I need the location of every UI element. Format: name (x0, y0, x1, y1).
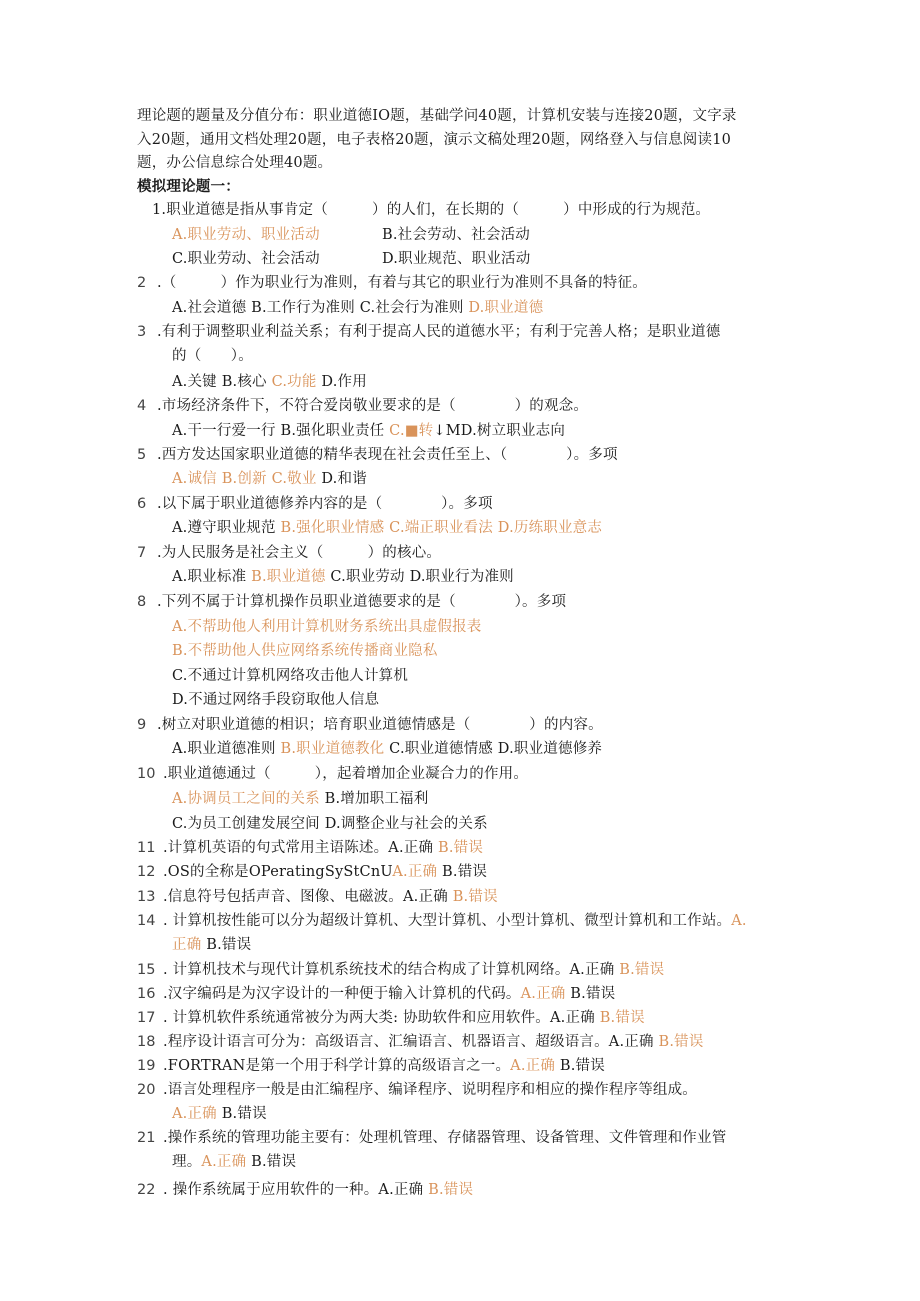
question-7-number: 7 (137, 545, 147, 561)
question-9-options-a: A.职业道德准则 (172, 741, 281, 757)
question-18-answer: B.错误 (658, 1034, 704, 1050)
question-12-body: .OS的全称是OPeratingSyStCnU (163, 864, 393, 880)
question-22-text (163, 1180, 473, 1200)
question-20-answer: A.正确 (172, 1106, 217, 1122)
question-18-body: .程序设计语言可分为：高级语言、汇编语言、机器语言、超级语言。A.正确 (163, 1034, 659, 1050)
question-15-number: 15 (137, 962, 156, 978)
question-21-text-cont (172, 1152, 296, 1172)
question-22-body: . 操作系统属于应用软件的一种。A.正确 (163, 1182, 429, 1198)
question-21-body-cont: 理。 (172, 1154, 202, 1170)
question-12-text (163, 862, 487, 882)
question-19-number: 19 (137, 1058, 156, 1074)
intro-line-3: 题，办公信息综合处理40题。 (137, 155, 333, 171)
question-10-number: 10 (137, 766, 156, 782)
question-19-answer: A.正确 (510, 1058, 556, 1074)
question-2-number: 2 (137, 275, 147, 291)
question-7-options-a: A.职业标准 (172, 569, 252, 585)
question-17-text (163, 1008, 645, 1028)
question-12-number: 12 (137, 864, 156, 880)
question-2-options-plain: A.社会道德 B.工作行为准则 C.社会行为准则 (172, 300, 469, 316)
question-13-body: .信息符号包括声音、图像、电磁波。A.正确 (163, 889, 453, 905)
question-18-number: 18 (137, 1034, 156, 1050)
question-14-rest: B.错误 (201, 937, 252, 953)
question-3-number: 3 (137, 324, 147, 340)
question-14-text (163, 911, 747, 931)
question-18-text (163, 1032, 704, 1052)
section-title: 模拟理论题一： (137, 179, 240, 195)
question-10-options-1 (172, 789, 428, 809)
question-21-rest: B.错误 (246, 1154, 297, 1170)
question-4-text: .市场经济条件下，不符合爱岗敬业要求的是（ ）的观念。 (157, 398, 589, 414)
intro-line-1: 理论题的题量及分值分布：职业道德IO题，基础学问40题，计算机安装与连接20题，文字录 (137, 108, 737, 124)
question-20-text: .语言处理程序一般是由汇编程序、编译程序、说明程序和相应的操作程序等组成。 (163, 1082, 698, 1098)
question-21-text: .操作系统的管理功能主要有：处理机管理、存储器管理、设备管理、文件管理和作业管 (163, 1130, 727, 1146)
question-5-number: 5 (137, 447, 147, 463)
intro-line-2: 入20题，通用文档处理20题，电子表格20题，演示文稿处理20题，网络登入与信息阅读10 (137, 132, 732, 148)
question-6-options-a: A.遵守职业规范 (172, 520, 281, 536)
question-14-answer-a: A. (731, 913, 747, 929)
question-12-answer: A.正确 (392, 864, 438, 880)
question-21-answer: A.正确 (201, 1154, 247, 1170)
question-15-answer: B.错误 (619, 962, 665, 978)
question-8-text: .下列不属于计算机操作员职业道德要求的是（ ）。多项 (157, 594, 567, 610)
question-9-number: 9 (137, 717, 147, 733)
question-19-text (163, 1056, 605, 1076)
question-3-text: .有利于调整职业利益关系；有利于提高人民的道德水平；有利于完善人格；是职业道德 (157, 324, 721, 340)
question-11-answer: B.错误 (438, 840, 484, 856)
question-8-option-a: A.不帮助他人利用计算机财务系统出具虚假报表 (172, 619, 482, 635)
question-20-number: 20 (137, 1082, 156, 1098)
question-1-option-d: D.职业规范、职业活动 (382, 251, 531, 267)
question-15-text (163, 960, 664, 980)
question-2-options (172, 298, 543, 318)
question-17-answer: B.错误 (599, 1010, 645, 1026)
question-7-options (172, 567, 514, 587)
question-8-option-b: B.不帮助他人供应网络系统传播商业隐私 (172, 643, 438, 659)
question-10-options-2: C.为员工创建发展空间 D.调整企业与社会的关系 (172, 816, 488, 832)
question-13-text (163, 887, 498, 907)
question-9-text: .树立对职业道德的相识；培育职业道德情感是（ ）的内容。 (157, 717, 603, 733)
question-20-answer-line (172, 1104, 267, 1124)
question-14-body: . 计算机按性能可以分为超级计算机、大型计算机、小型计算机、微型计算机和工作站。 (163, 913, 732, 929)
question-1-option-b: B.社会劳动、社会活动 (382, 227, 530, 243)
question-7-text: .为人民服务是社会主义（ ）的核心。 (157, 545, 442, 561)
question-5-options (172, 469, 367, 489)
question-16-number: 16 (137, 986, 156, 1002)
question-16-text (163, 984, 615, 1004)
question-3-options (172, 372, 367, 392)
question-2-text: .（ ）作为职业行为准则，有着与其它的职业行为准则不具备的特征。 (157, 275, 647, 291)
question-7-options-cd: C.职业劳动 D.职业行为准则 (325, 569, 514, 585)
question-21-number: 21 (137, 1130, 156, 1146)
question-11-number: 11 (137, 840, 156, 856)
question-4-answer: C.■转 (389, 423, 434, 439)
question-3-answer: C.功能 (271, 374, 317, 390)
question-9-options-cd: C.职业道德情感 D.职业道德修养 (384, 741, 603, 757)
question-3-text-cont: 的（ ）。 (172, 348, 253, 364)
question-5-options-d: D.和谐 (316, 471, 367, 487)
question-9-options (172, 739, 602, 759)
question-19-body: .FORTRAN是第一个用于科学计算的高级语言之一。 (163, 1058, 511, 1074)
question-12-rest: B.错误 (437, 864, 488, 880)
question-11-text (163, 838, 483, 858)
question-13-number: 13 (137, 889, 156, 905)
question-9-answer: B.职业道德教化 (280, 741, 385, 757)
question-14-number: 14 (137, 913, 156, 929)
question-14-text-cont (172, 935, 251, 955)
question-19-rest: B.错误 (555, 1058, 605, 1074)
question-6-answer: B.强化职业情感 C.端正职业看法 D.历练职业意志 (280, 520, 603, 536)
question-15-body: . 计算机技术与现代计算机系统技术的结合构成了计算机网络。A.正确 (163, 962, 620, 978)
question-1-option-a: A.职业劳动、职业活动 (172, 227, 320, 243)
question-4-number: 4 (137, 398, 147, 414)
question-11-body: .计算机英语的句式常用主语陈述。A.正确 (163, 840, 438, 856)
question-16-rest: B.错误 (565, 986, 616, 1002)
question-16-answer: A.正确 (520, 986, 566, 1002)
question-5-answer: A.诚信 B.创新 C.敬业 (172, 471, 317, 487)
question-5-text: .西方发达国家职业道德的精华表现在社会责任至上、（ ）。多项 (157, 447, 618, 463)
question-3-options-a: A.关键 B.核心 (172, 374, 272, 390)
question-7-answer: B.职业道德 (251, 569, 326, 585)
question-3-options-d: D.作用 (316, 374, 367, 390)
question-16-body: .汉字编码是为汉字设计的一种便于输入计算机的代码。 (163, 986, 521, 1002)
question-1-text: 1.职业道德是指从事肯定（ ）的人们，在长期的（ ）中形成的行为规范。 (152, 202, 711, 218)
question-8-option-d: D.不通过网络手段窃取他人信息 (172, 692, 380, 708)
question-10-answer: A.协调员工之间的关系 (172, 791, 320, 807)
question-13-answer: B.错误 (452, 889, 498, 905)
question-4-options-d: ↓MD.树立职业志向 (433, 423, 566, 439)
question-10-text: .职业道德通过（ ），起着增加企业凝合力的作用。 (163, 766, 529, 782)
question-17-body: . 计算机软件系统通常被分为两大类: 协助软件和应用软件。A.正确 (163, 1010, 600, 1026)
question-10-option-b: B.增加职工福利 (319, 791, 429, 807)
question-17-number: 17 (137, 1010, 156, 1026)
question-6-options (172, 518, 602, 538)
question-22-number: 22 (137, 1182, 156, 1198)
question-6-text: .以下属于职业道德修养内容的是（ ）。多项 (157, 496, 493, 512)
question-2-answer: D.职业道德 (468, 300, 544, 316)
question-4-options (172, 421, 565, 441)
question-14-answer-b: 正确 (172, 937, 202, 953)
question-4-options-ab: A.干一行爱一行 B.强化职业责任 (172, 423, 390, 439)
question-22-answer: B.错误 (428, 1182, 474, 1198)
question-8-number: 8 (137, 594, 147, 610)
question-1-option-c: C.职业劳动、社会活动 (172, 251, 320, 267)
question-8-option-c: C.不通过计算机网络攻击他人计算机 (172, 668, 409, 684)
question-6-number: 6 (137, 496, 147, 512)
question-20-rest: B.错误 (216, 1106, 267, 1122)
